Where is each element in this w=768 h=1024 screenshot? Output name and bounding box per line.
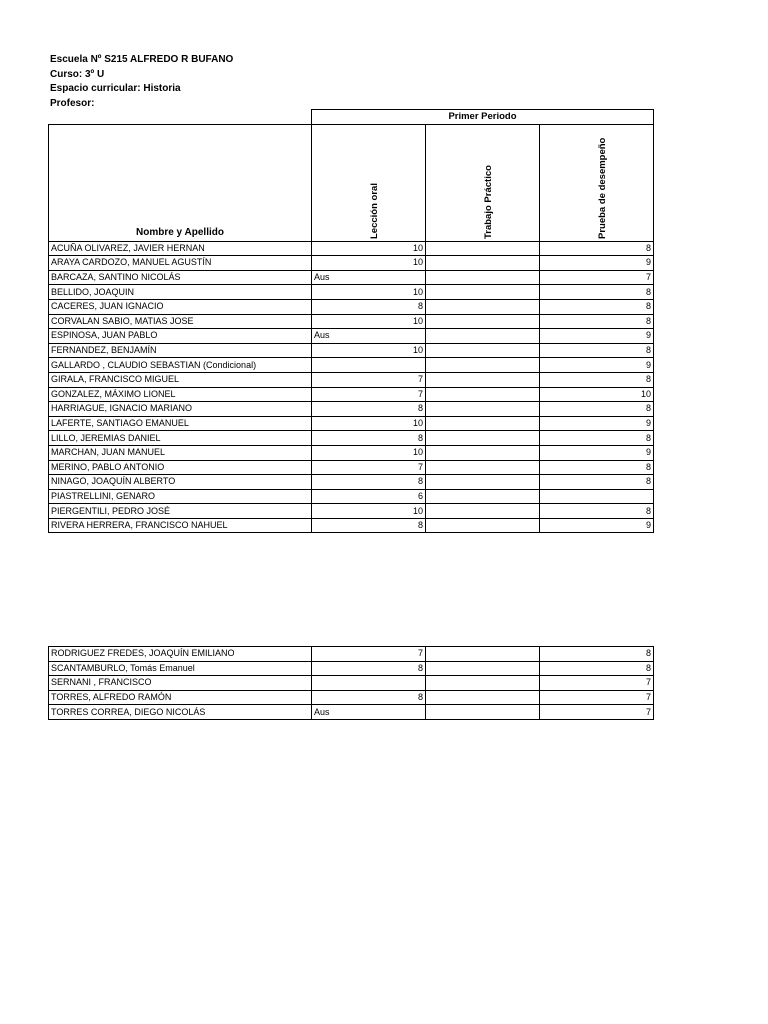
student-name-cell: BELLIDO, JOAQUIN [49, 285, 312, 300]
grades-table [48, 109, 654, 533]
test-grade-cell: 9 [540, 329, 654, 344]
student-name-cell: MERINO, PABLO ANTONIO [49, 460, 312, 475]
test-grade-cell: 8 [540, 460, 654, 475]
table-row [49, 661, 654, 676]
table-row [49, 402, 654, 417]
test-grade-cell: 8 [540, 647, 654, 662]
table-row [49, 285, 654, 300]
oral-grade-cell: 10 [312, 445, 426, 460]
test-grade-cell: 9 [540, 256, 654, 271]
table-row [49, 690, 654, 705]
student-name-cell: TORRES CORREA, DIEGO NICOLÁS [49, 705, 312, 720]
student-name-cell: SCANTAMBURLO, Tomás Emanuel [49, 661, 312, 676]
table-row [49, 676, 654, 691]
table-row [49, 372, 654, 387]
oral-grade-cell: 10 [312, 256, 426, 271]
oral-grade-cell: 7 [312, 372, 426, 387]
test-column-label: Prueba de desempeño [596, 137, 608, 239]
student-name-cell: NINAGO, JOAQUÍN ALBERTO [49, 475, 312, 490]
student-name-cell: RIVERA HERRERA, FRANCISCO NAHUEL [49, 518, 312, 533]
table-row [49, 647, 654, 662]
subject-label: Espacio curricular: Historia [50, 83, 181, 94]
practical-grade-cell [426, 676, 540, 691]
student-name-cell: RODRIGUEZ FREDES, JOAQUÍN EMILIANO [49, 647, 312, 662]
oral-grade-cell: 7 [312, 647, 426, 662]
practical-grade-cell [426, 387, 540, 402]
table-row [49, 241, 654, 256]
test-grade-cell: 8 [540, 402, 654, 417]
test-grade-cell: 8 [540, 504, 654, 519]
student-name-cell: PIERGENTILI, PEDRO JOSÉ [49, 504, 312, 519]
test-grade-cell: 7 [540, 676, 654, 691]
practical-grade-cell [426, 285, 540, 300]
test-grade-cell: 8 [540, 343, 654, 358]
table-row [49, 314, 654, 329]
table-row [49, 329, 654, 344]
test-grade-cell: 8 [540, 314, 654, 329]
table-row [49, 299, 654, 314]
practical-grade-cell [426, 329, 540, 344]
oral-grade-cell: 8 [312, 518, 426, 533]
practical-grade-cell [426, 431, 540, 446]
oral-grade-cell: 8 [312, 299, 426, 314]
test-grade-cell: 7 [540, 690, 654, 705]
table-row [49, 387, 654, 402]
table-row [49, 705, 654, 720]
oral-grade-cell: 10 [312, 241, 426, 256]
student-name-cell: CORVALAN SABIO, MATIAS JOSE [49, 314, 312, 329]
practical-grade-cell [426, 402, 540, 417]
student-name-cell: LILLO, JEREMIAS DANIEL [49, 431, 312, 446]
practical-grade-cell [426, 372, 540, 387]
test-grade-cell: 8 [540, 661, 654, 676]
student-name-cell: MARCHAN, JUAN MANUEL [49, 445, 312, 460]
school-name: Escuela Nº S215 ALFREDO R BUFANO [50, 54, 234, 65]
test-grade-cell: 8 [540, 299, 654, 314]
table-row [49, 358, 654, 373]
oral-grade-cell: 6 [312, 489, 426, 504]
practical-grade-cell [426, 661, 540, 676]
student-name-cell: GONZALEZ, MÁXIMO LIONEL [49, 387, 312, 402]
oral-grade-cell: Aus [312, 329, 426, 344]
period-title: Primer Periodo [312, 110, 654, 125]
column-header-row [49, 124, 654, 241]
period-header-row [49, 110, 654, 125]
table-row [49, 431, 654, 446]
practical-grade-cell [426, 270, 540, 285]
test-grade-cell: 8 [540, 431, 654, 446]
student-name-cell: GALLARDO , CLAUDIO SEBASTIAN (Condicional) [49, 358, 312, 373]
table-row [49, 489, 654, 504]
oral-grade-cell: 7 [312, 460, 426, 475]
test-grade-cell: 9 [540, 518, 654, 533]
student-name-cell: SERNANI , FRANCISCO [49, 676, 312, 691]
student-name-cell: CACERES, JUAN IGNACIO [49, 299, 312, 314]
student-name-cell: GIRALA, FRANCISCO MIGUEL [49, 372, 312, 387]
test-grade-cell: 8 [540, 241, 654, 256]
oral-grade-cell: 10 [312, 343, 426, 358]
table-row [49, 416, 654, 431]
practical-grade-cell [426, 299, 540, 314]
practical-grade-cell [426, 690, 540, 705]
practical-grade-cell [426, 460, 540, 475]
test-grade-cell: 8 [540, 285, 654, 300]
oral-grade-cell: 8 [312, 690, 426, 705]
practical-grade-cell [426, 314, 540, 329]
practical-grade-cell [426, 518, 540, 533]
oral-grade-cell: 8 [312, 661, 426, 676]
test-grade-cell: 10 [540, 387, 654, 402]
test-grade-cell: 9 [540, 358, 654, 373]
test-grade-cell: 9 [540, 416, 654, 431]
table-row [49, 343, 654, 358]
oral-grade-cell: 10 [312, 504, 426, 519]
practical-grade-cell [426, 358, 540, 373]
test-grade-cell: 9 [540, 445, 654, 460]
student-name-cell: FERNANDEZ, BENJAMÍN [49, 343, 312, 358]
oral-grade-cell: 8 [312, 431, 426, 446]
name-column-header: Nombre y Apellido [49, 124, 312, 241]
oral-column-label: Lección oral [368, 182, 380, 239]
student-name-cell: ARAYA CARDOZO, MANUEL AGUSTÍN [49, 256, 312, 271]
practical-grade-cell [426, 241, 540, 256]
practical-grade-cell [426, 475, 540, 490]
test-grade-cell: 7 [540, 270, 654, 285]
oral-grade-cell: Aus [312, 705, 426, 720]
test-column-header [540, 124, 654, 241]
oral-grade-cell: 7 [312, 387, 426, 402]
oral-grade-cell: 10 [312, 416, 426, 431]
oral-grade-cell: 10 [312, 285, 426, 300]
practical-grade-cell [426, 705, 540, 720]
practical-grade-cell [426, 489, 540, 504]
student-name-cell: TORRES, ALFREDO RAMÓN [49, 690, 312, 705]
oral-grade-cell [312, 358, 426, 373]
table-row [49, 270, 654, 285]
student-name-cell: PIASTRELLINI, GENARO [49, 489, 312, 504]
student-name-cell: HARRIAGUE, IGNACIO MARIANO [49, 402, 312, 417]
student-name-cell: ACUÑA OLIVAREZ, JAVIER HERNAN [49, 241, 312, 256]
teacher-label: Profesor: [50, 97, 95, 109]
course-label: Curso: 3º U [50, 68, 105, 80]
practical-grade-cell [426, 504, 540, 519]
table-row [49, 518, 654, 533]
oral-grade-cell: 8 [312, 402, 426, 417]
table-row [49, 475, 654, 490]
student-name-cell: LAFERTE, SANTIAGO EMANUEL [49, 416, 312, 431]
sheet-header [50, 53, 233, 111]
table-row [49, 256, 654, 271]
test-grade-cell: 8 [540, 475, 654, 490]
oral-grade-cell: 10 [312, 314, 426, 329]
practical-column-header [426, 124, 540, 241]
test-grade-cell: 7 [540, 705, 654, 720]
test-grade-cell: 8 [540, 372, 654, 387]
table-row [49, 460, 654, 475]
oral-grade-cell: 8 [312, 475, 426, 490]
practical-grade-cell [426, 445, 540, 460]
student-name-cell: ESPINOSA, JUAN PABLO [49, 329, 312, 344]
student-name-cell: BARCAZA, SANTINO NICOLÁS [49, 270, 312, 285]
practical-column-label: Trabajo Práctico [482, 164, 494, 239]
practical-grade-cell [426, 256, 540, 271]
table-row [49, 445, 654, 460]
oral-grade-cell [312, 676, 426, 691]
practical-grade-cell [426, 416, 540, 431]
practical-grade-cell [426, 647, 540, 662]
grades-table-continued [48, 646, 654, 720]
practical-grade-cell [426, 343, 540, 358]
oral-column-header [312, 124, 426, 241]
table-row [49, 504, 654, 519]
oral-grade-cell: Aus [312, 270, 426, 285]
test-grade-cell [540, 489, 654, 504]
